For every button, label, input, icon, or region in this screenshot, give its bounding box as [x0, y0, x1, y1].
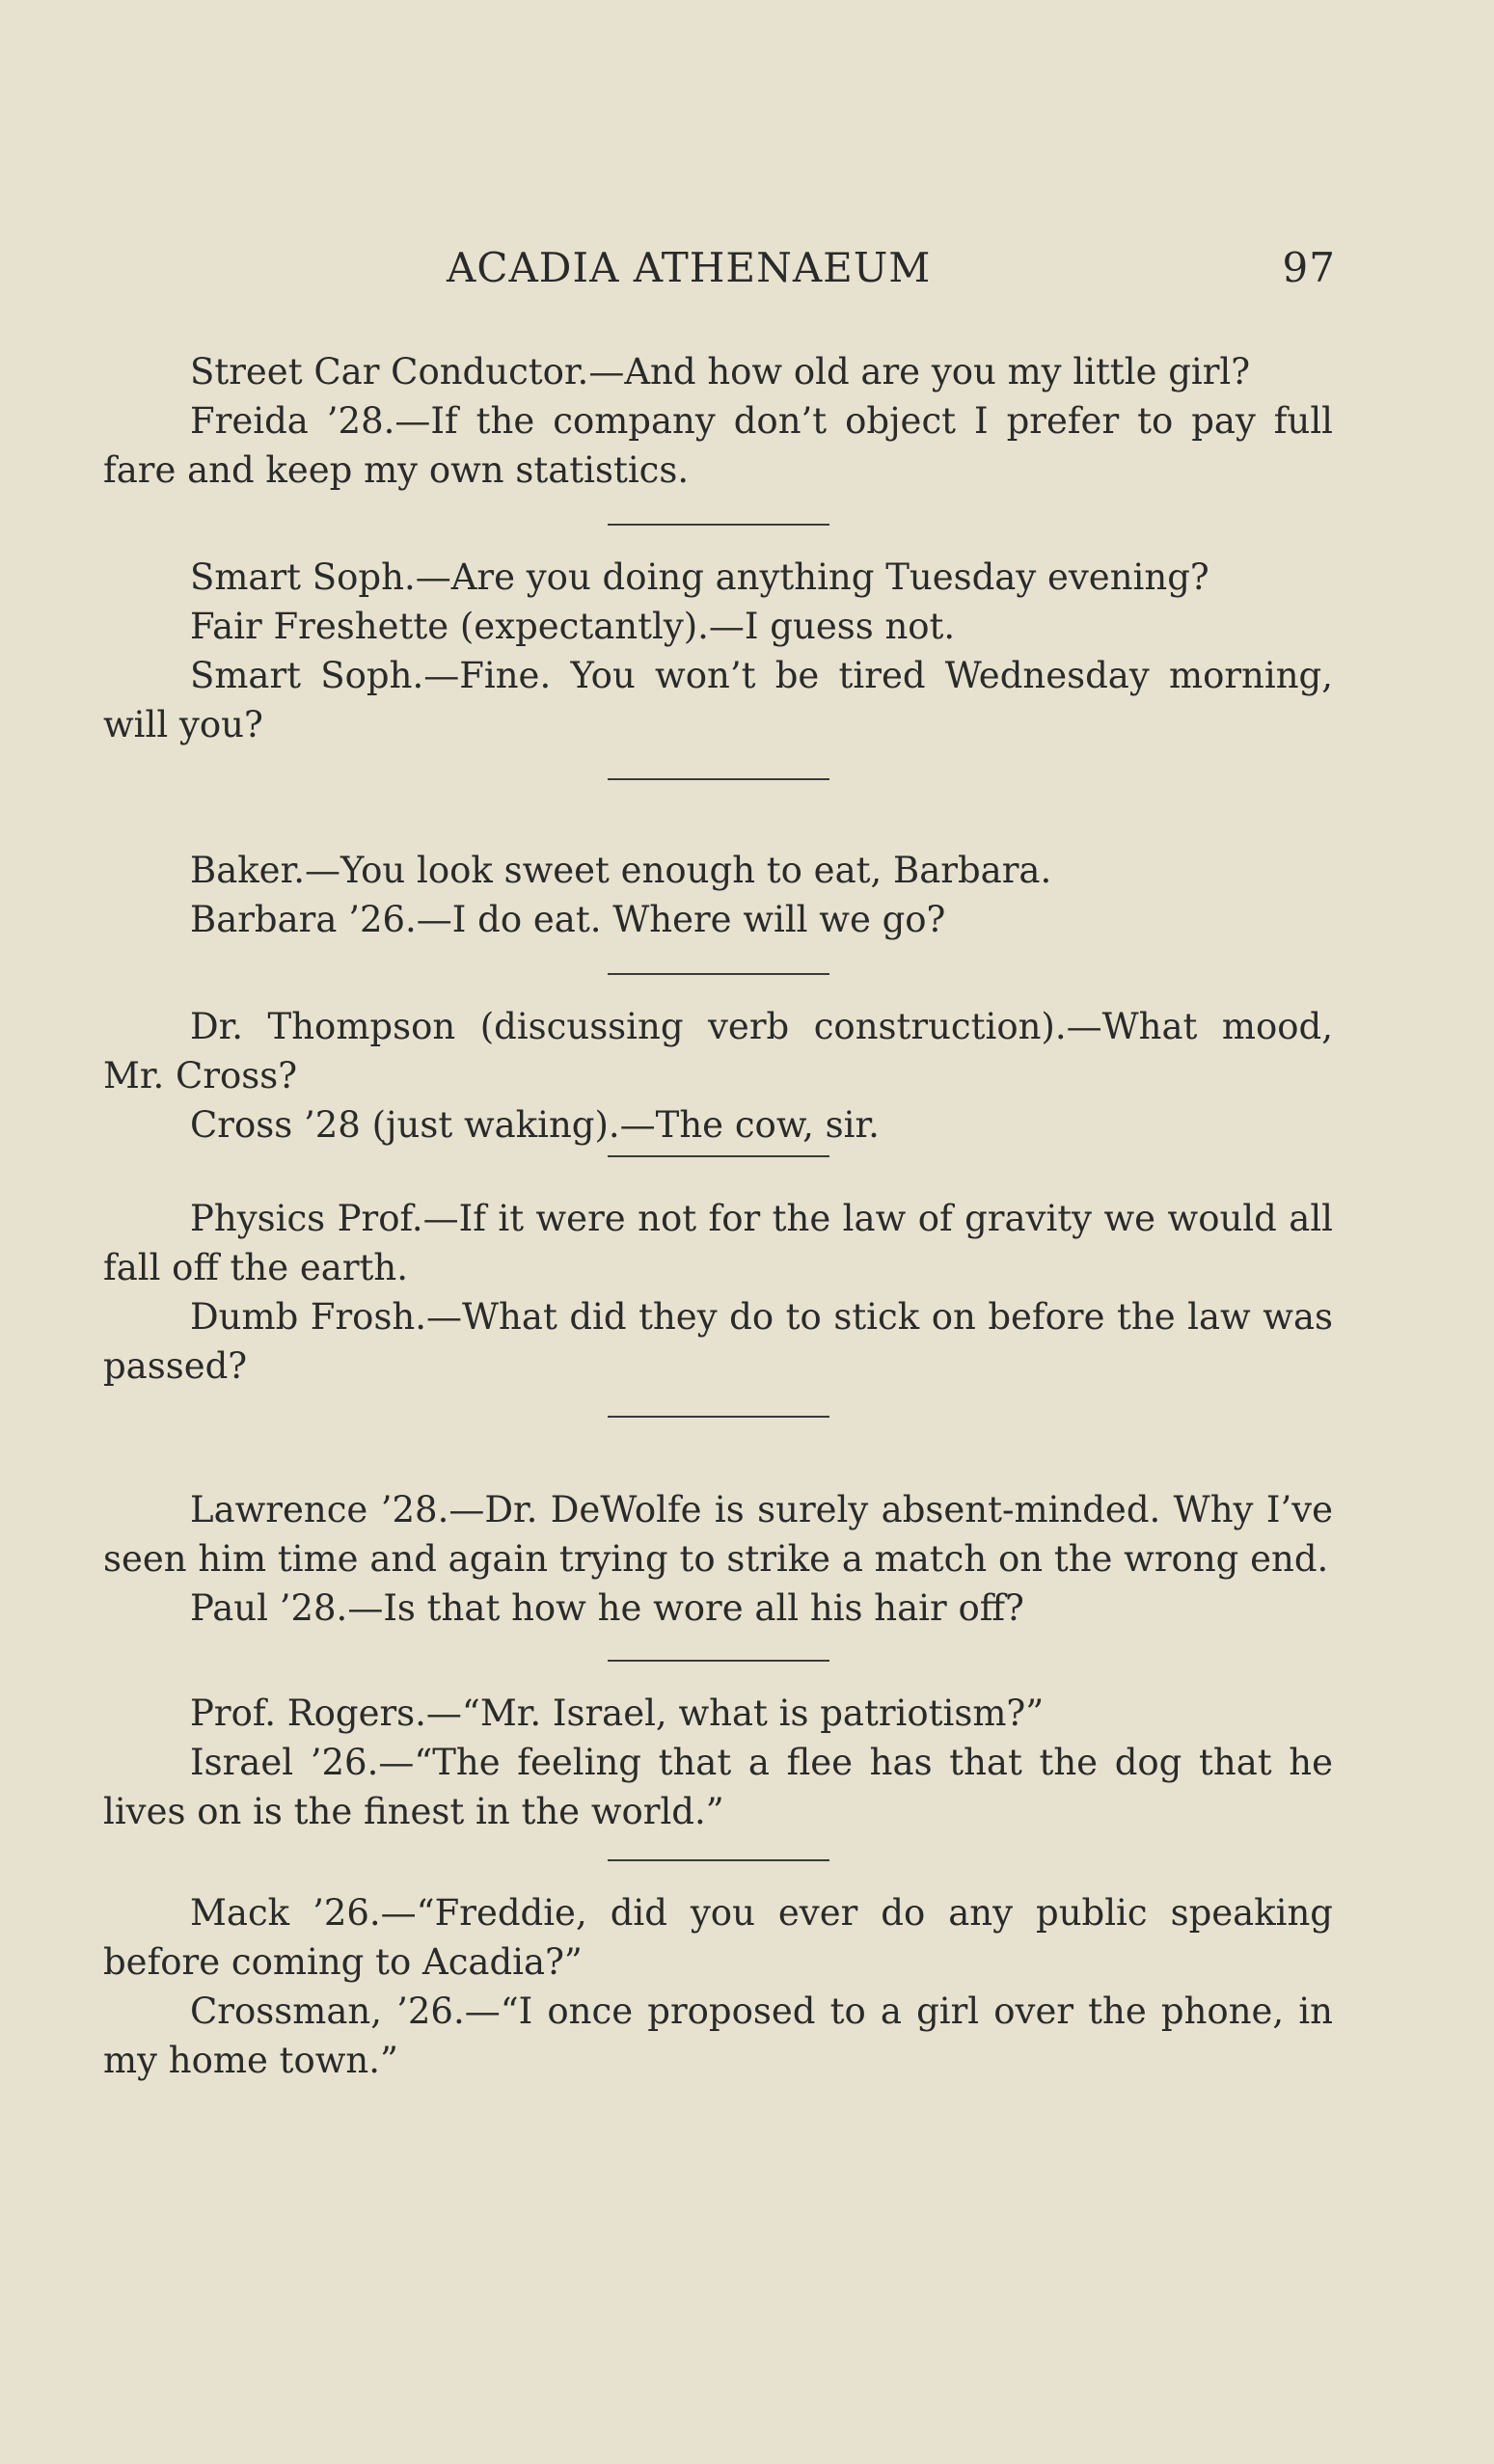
joke-line: Baker.—You look sweet enough to eat, Barbara. — [190, 850, 1052, 891]
separator-rule — [608, 1416, 829, 1418]
joke-line: Smart Soph.—Fine. You won’t be tired Wednesday morning, will you? — [103, 655, 1333, 745]
joke-line: Lawrence ’28.—Dr. DeWolfe is surely absent-minded. Why I’ve seen him time and again trying to strike a match on the wrong end. — [103, 1489, 1333, 1580]
joke-line: Dr. Thompson (discussing verb construction).—What mood, Mr. Cross? — [103, 1006, 1333, 1097]
separator-rule — [608, 778, 829, 780]
joke-line: Dumb Frosh.—What did they do to stick on before the law was passed? — [103, 1296, 1333, 1387]
separator-rule — [608, 1155, 829, 1157]
joke-line: Crossman, ’26.—“I once proposed to a girl over the phone, in my home town.” — [103, 1990, 1333, 2081]
joke-line: Street Car Conductor.—And how old are you my little girl? — [190, 351, 1251, 393]
joke-line: Smart Soph.—Are you doing anything Tuesday evening? — [190, 556, 1209, 598]
separator-rule — [608, 1859, 829, 1861]
separator-rule — [608, 1660, 829, 1662]
joke-line: Barbara ’26.—I do eat. Where will we go? — [190, 899, 946, 940]
running-header — [101, 244, 1336, 302]
joke-line: Physics Prof.—If it were not for the law of gravity we would all fall off the earth. — [103, 1198, 1333, 1288]
joke-line: Cross ’28 (just waking).—The cow, sir. — [190, 1104, 880, 1146]
journal-title: ACADIA ATHENAEUM — [447, 244, 932, 291]
joke-line: Fair Freshette (expectantly).—I guess not. — [190, 606, 956, 647]
joke-line: Mack ’26.—“Freddie, did you ever do any public speaking before coming to Acadia?” — [103, 1892, 1333, 1983]
separator-rule — [608, 524, 829, 526]
joke-line: Paul ’28.—Is that how he wore all his hair off? — [190, 1587, 1024, 1629]
jokes-column — [103, 347, 1333, 2085]
joke-line: Prof. Rogers.—“Mr. Israel, what is patriotism?” — [190, 1692, 1045, 1734]
page-number: 97 — [1282, 244, 1336, 291]
separator-rule — [608, 973, 829, 975]
joke-line: Israel ’26.—“The feeling that a flee has that the dog that he lives on is the finest in the world.” — [103, 1742, 1333, 1832]
joke-line: Freida ’28.—If the company don’t object I prefer to pay full fare and keep my own statistics. — [103, 400, 1333, 491]
